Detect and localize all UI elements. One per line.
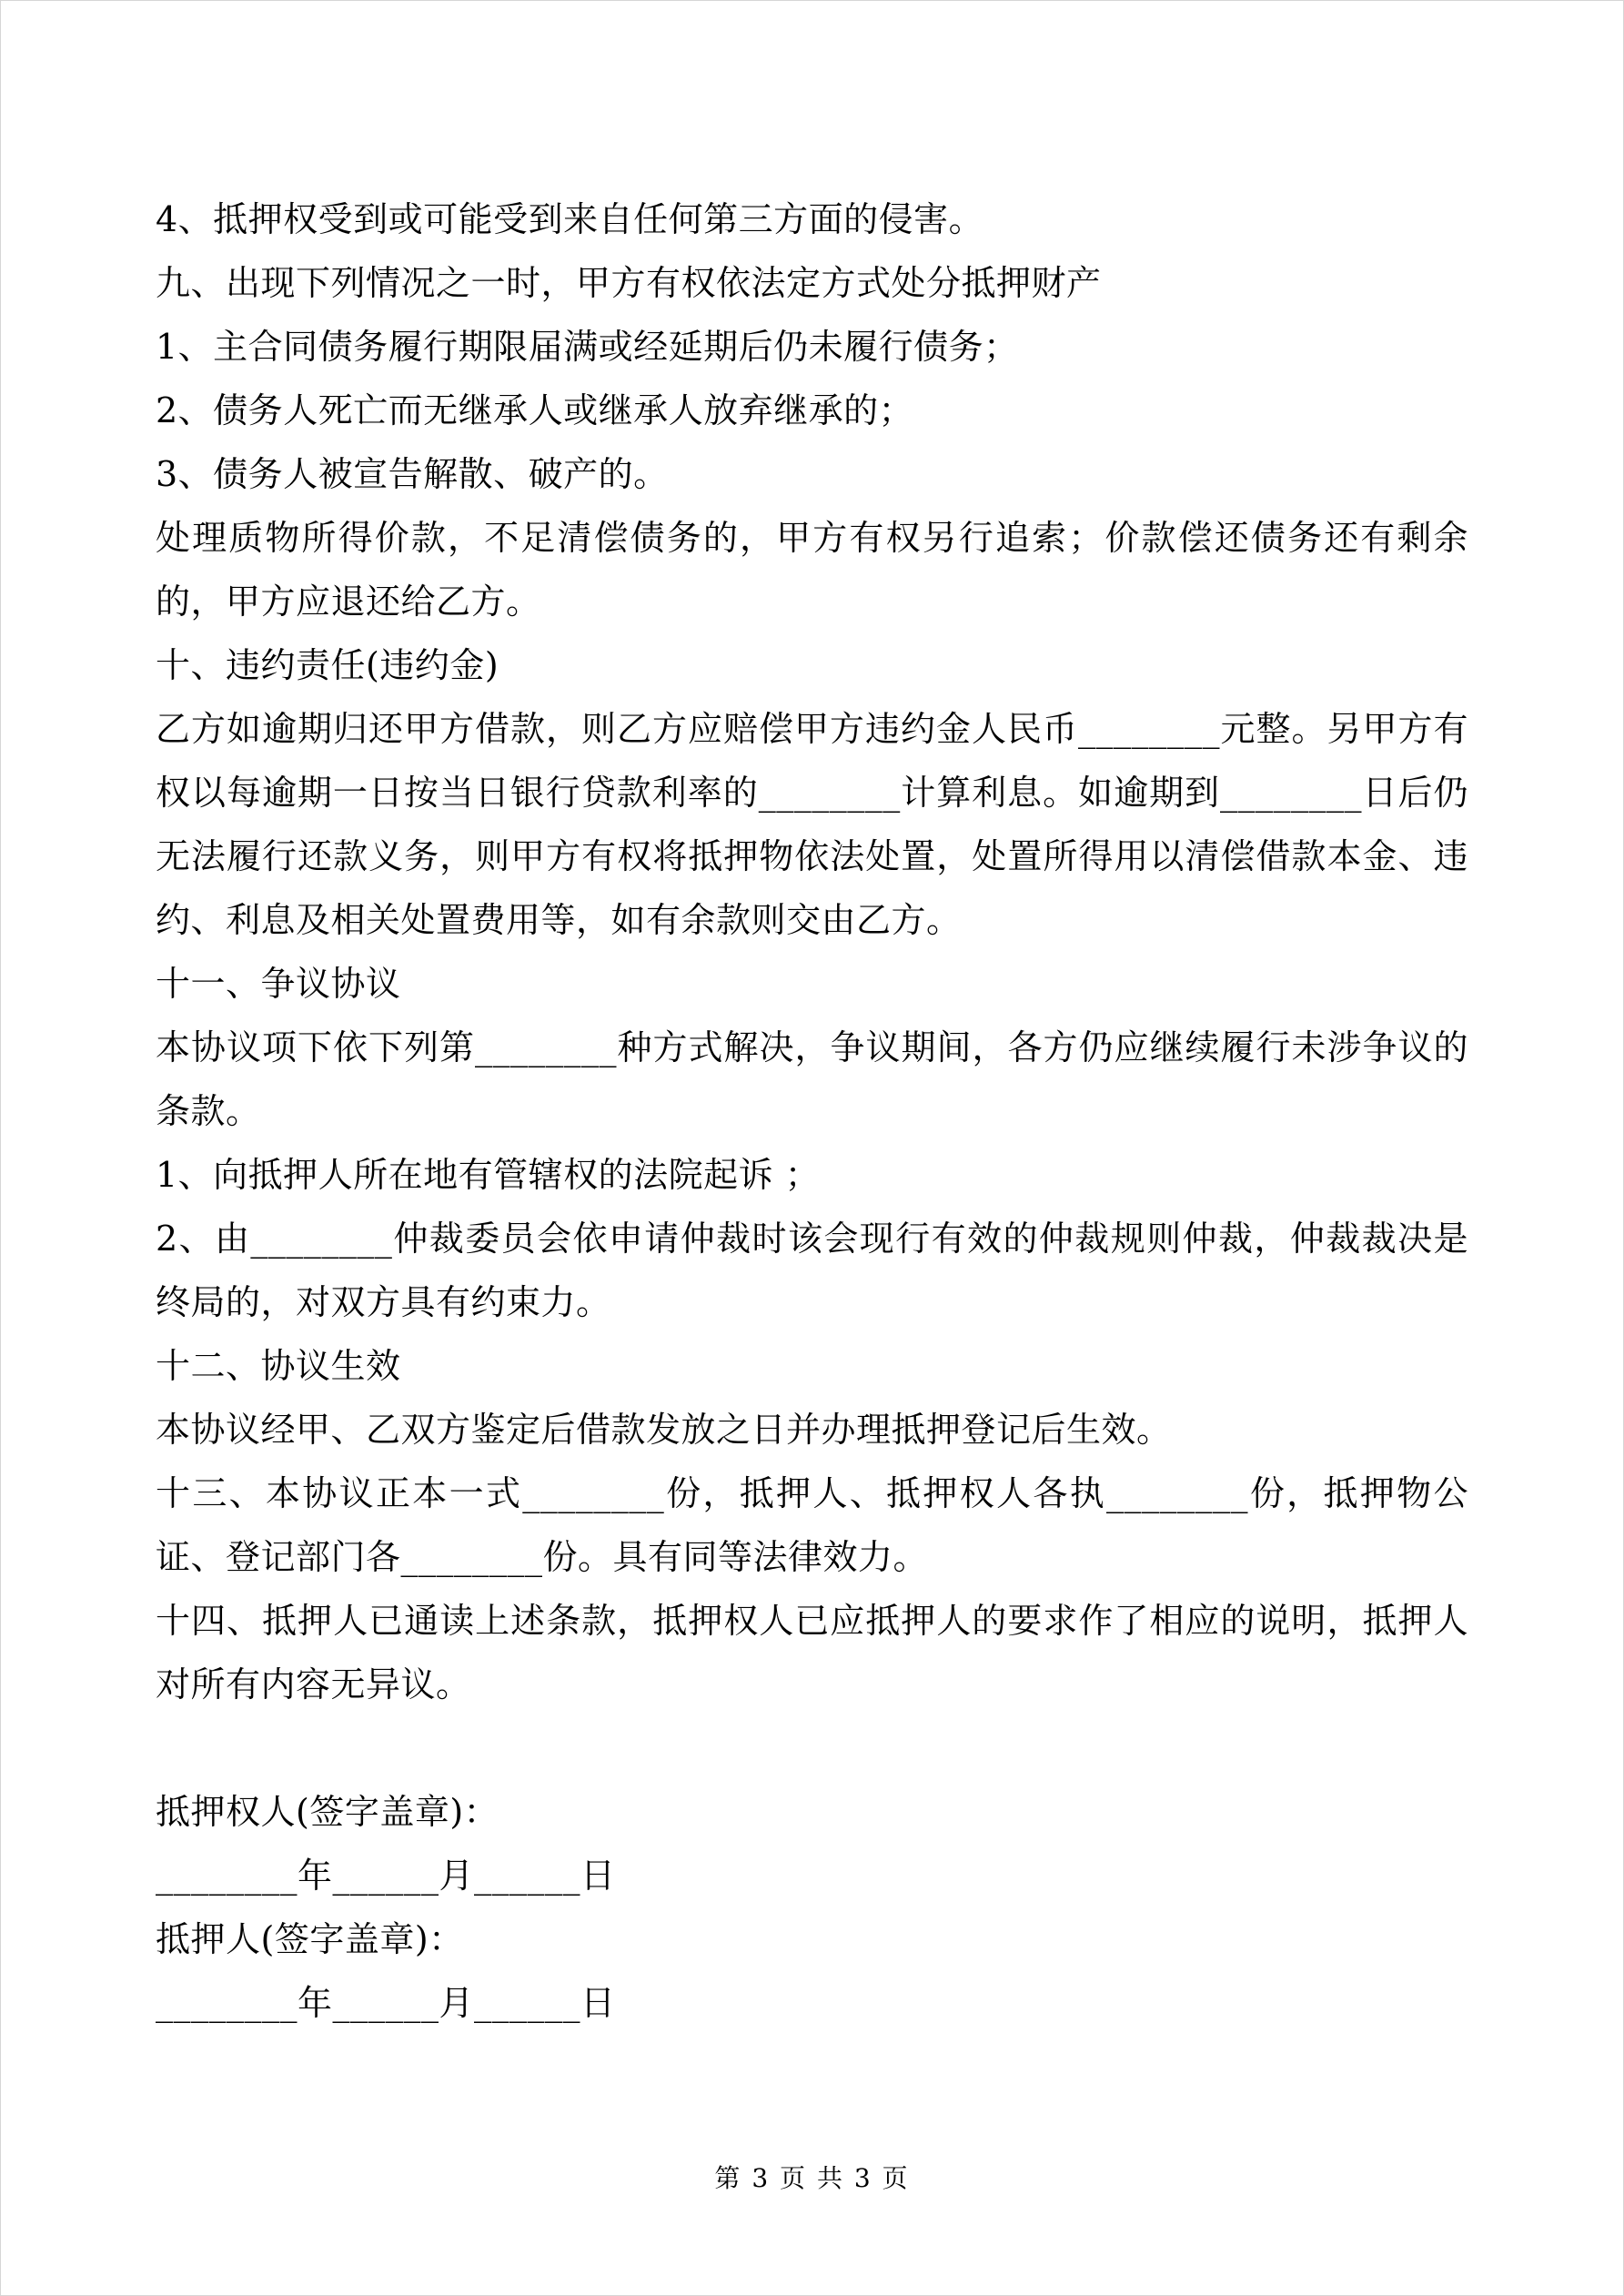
paragraph: 本协议经甲、乙双方鉴定后借款发放之日并办理抵押登记后生效。 (156, 1410, 1172, 1450)
paragraph: 十四、抵押人已通读上述条款，抵押权人已应抵押人的要求作了相应的说明，抵押人对所有内容无异议。 (156, 1601, 1468, 1704)
paragraph: 十三、本协议正本一式________份，抵押人、抵押权人各执________份，抵押物公证、登记部门各________份。具有同等法律效力。 (156, 1473, 1468, 1577)
page-footer: 第 3 页 共 3 页 (714, 2163, 910, 2193)
paragraph: 1、主合同债务履行期限届满或经延期后仍未履行债务； (156, 327, 1019, 367)
paragraph: 1、向抵押人所在地有管辖权的法院起诉 ； (156, 1155, 821, 1195)
document-body (156, 187, 1468, 2035)
paragraph: 处理质物所得价款，不足清偿债务的，甲方有权另行追索；价款偿还债务还有剩余的，甲方应退还给乙方。 (156, 518, 1468, 622)
paragraph: 乙方如逾期归还甲方借款，则乙方应赔偿甲方违约金人民币________元整。另甲方有权以每逾期一日按当日银行贷款利率的________计算利息。如逾期到________日后仍无法履行还款义务，则甲方有权将抵押物依法处置，处置所得用以清偿借款本金、违约、利息及相关处置费用等，如有余款则交由乙方。 (156, 709, 1468, 940)
paragraph: 十、违约责任(违约金) (156, 645, 499, 685)
paragraph: 2、由________仲裁委员会依申请仲裁时该会现行有效的仲裁规则仲裁，仲裁裁决是终局的，对双方具有约束力。 (156, 1219, 1468, 1322)
paragraph: 3、债务人被宣告解散、破产的。 (156, 454, 669, 494)
paragraph: 本协议项下依下列第________种方式解决，争议期间，各方仍应继续履行未涉争议的条款。 (156, 1027, 1468, 1131)
paragraph: ________年______月______日 (156, 1856, 616, 1896)
paragraph: 2、债务人死亡而无继承人或继承人放弃继承的； (156, 390, 914, 430)
paragraph: 4、抵押权受到或可能受到来自任何第三方面的侵害。 (156, 199, 984, 239)
paragraph: 十一、争议协议 (156, 964, 401, 1004)
paragraph: 抵押人(签字盖章)： (156, 1919, 464, 1959)
blank-line (156, 1716, 1468, 1780)
paragraph: 抵押权人(签字盖章)： (156, 1792, 499, 1832)
paragraph: 十二、协议生效 (156, 1346, 401, 1386)
paragraph: ________年______月______日 (156, 1983, 616, 2023)
paragraph: 九、出现下列情况之一时，甲方有权依法定方式处分抵押财产 (156, 263, 1102, 303)
